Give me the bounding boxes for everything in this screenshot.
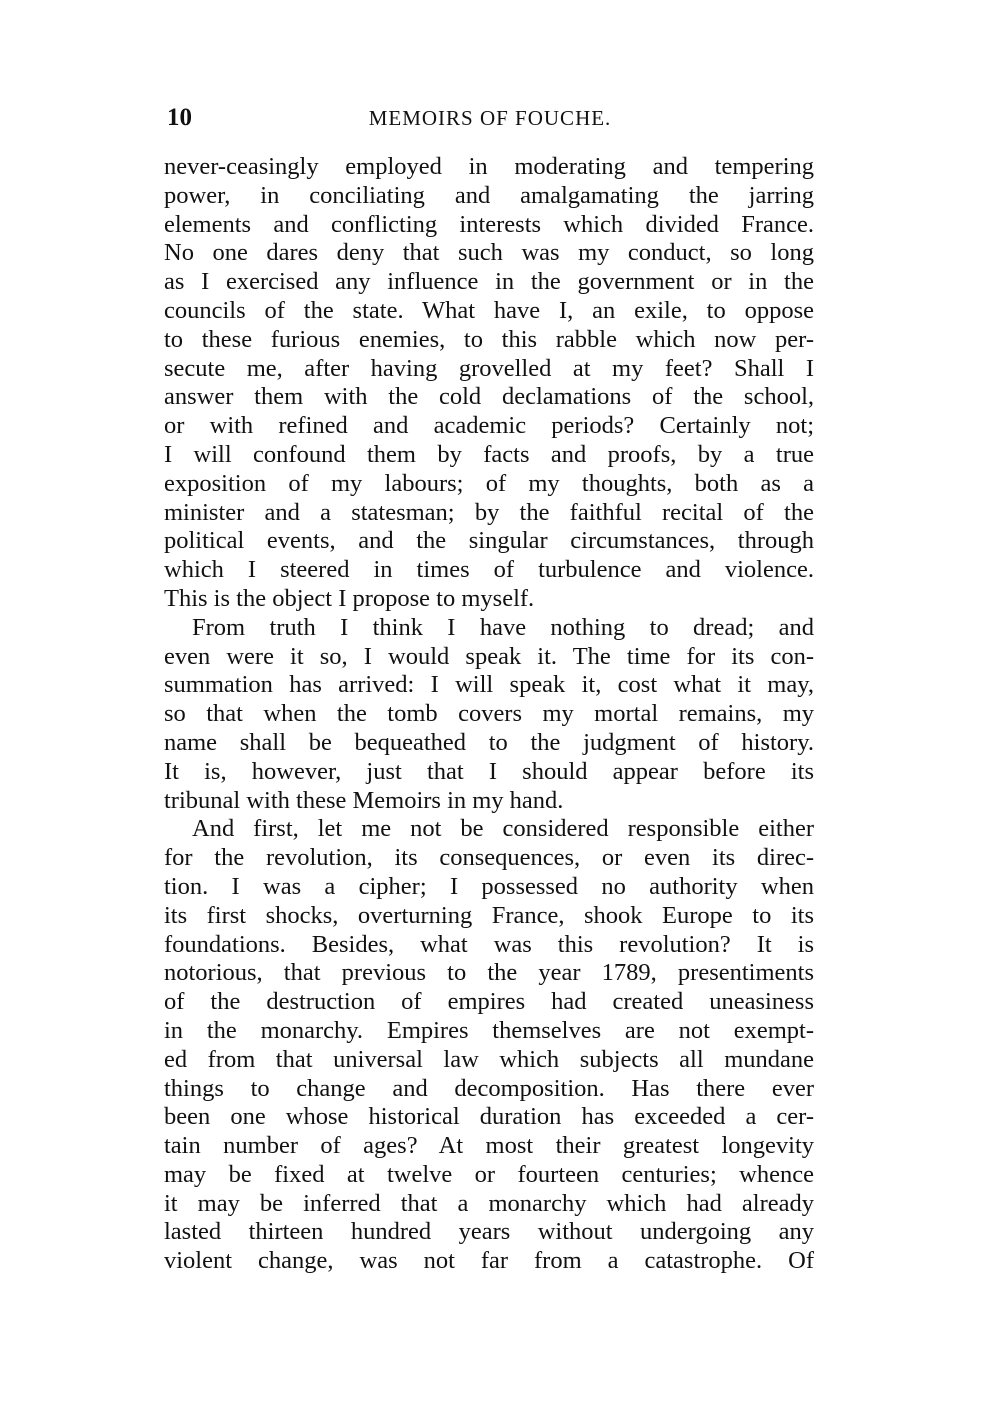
text-line: summation has arrived: I will speak it, cost what it may, <box>164 671 814 699</box>
text-line: even were it so, I would speak it. The time for its con- <box>164 642 814 670</box>
text-line: ed from that universal law which subjects all mundane <box>164 1045 814 1073</box>
text-line: And first, let me not be considered responsible either <box>192 815 814 843</box>
text-line: foundations. Besides, what was this revolution? It is <box>164 930 814 958</box>
text-line: political events, and the singular circumstances, through <box>164 527 814 555</box>
text-line: violent change, was not far from a catastrophe. Of <box>164 1247 814 1275</box>
text-line: minister and a statesman; by the faithful recital of the <box>164 498 814 526</box>
text-line: name shall be bequeathed to the judgment of history. <box>164 728 814 756</box>
text-line: No one dares deny that such was my conduct, so long <box>164 239 814 267</box>
text-line: power, in conciliating and amalgamating the jarring <box>164 181 814 209</box>
text-line: in the monarchy. Empires themselves are not exempt- <box>164 1016 814 1044</box>
text-line: things to change and decomposition. Has there ever <box>164 1074 814 1102</box>
text-line: elements and conflicting interests which divided France. <box>164 210 814 238</box>
text-line: exposition of my labours; of my thoughts, both as a <box>164 469 814 497</box>
text-line: for the revolution, its consequences, or even its direc- <box>164 844 814 872</box>
text-line: its first shocks, overturning France, shook Europe to its <box>164 901 814 929</box>
text-line: answer them with the cold declamations of the school, <box>164 383 814 411</box>
text-line: councils of the state. What have I, an exile, to oppose <box>164 296 814 324</box>
text-line: may be fixed at twelve or fourteen centuries; whence <box>164 1160 814 1188</box>
text-line: never-ceasingly employed in moderating and tempering <box>164 153 814 180</box>
page-number: 10 <box>167 104 192 131</box>
text-line: of the destruction of empires had created uneasiness <box>164 988 814 1016</box>
page-body-text <box>164 153 814 1276</box>
text-line: tribunal with these Memoirs in my hand. <box>164 786 564 814</box>
text-line: it may be inferred that a monarchy which had already <box>164 1189 814 1217</box>
text-line: This is the object I propose to myself. <box>164 584 535 612</box>
text-line: I will confound them by facts and proofs, by a true <box>164 440 814 468</box>
running-title: MEMOIRS OF FOUCHE. <box>368 106 612 130</box>
page-header <box>165 104 815 136</box>
text-line: tion. I was a cipher; I possessed no authority when <box>164 872 814 900</box>
text-line: secute me, after having grovelled at my feet? Shall I <box>164 354 814 382</box>
text-line: which I steered in times of turbulence and violence. <box>164 556 814 584</box>
text-line: From truth I think I have nothing to dread; and <box>192 613 814 641</box>
text-line: It is, however, just that I should appear before its <box>164 757 814 785</box>
text-line: to these furious enemies, to this rabble which now per- <box>164 325 814 353</box>
text-line: been one whose historical duration has exceeded a cer- <box>164 1103 814 1131</box>
text-line: notorious, that previous to the year 1789, presentiments <box>164 959 814 987</box>
text-line: lasted thirteen hundred years without undergoing any <box>164 1218 814 1246</box>
text-line: so that when the tomb covers my mortal remains, my <box>164 700 814 728</box>
text-line: tain number of ages? At most their greatest longevity <box>164 1132 814 1160</box>
text-line: as I exercised any influence in the government or in the <box>164 268 814 296</box>
text-line: or with refined and academic periods? Certainly not; <box>164 412 814 440</box>
